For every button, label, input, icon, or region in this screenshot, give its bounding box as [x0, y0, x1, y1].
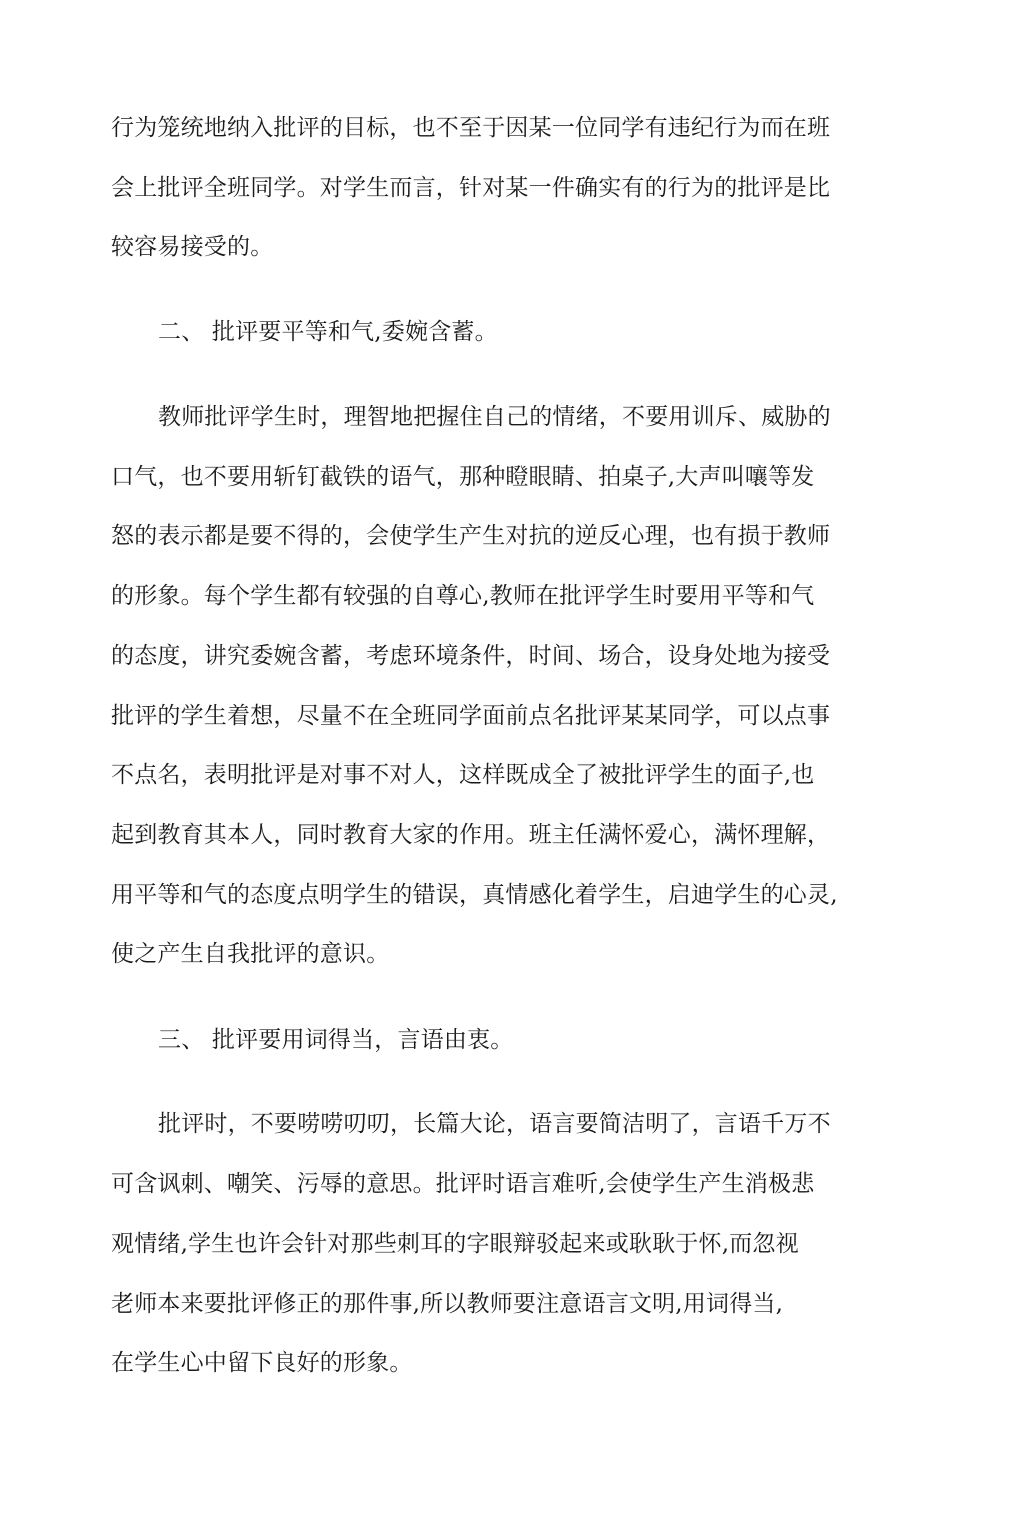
text-line: 使之产生自我批评的意识。 [111, 941, 390, 967]
text-line: 会上批评全班同学。对学生而言，针对某一件确实有的行为的批评是比 [111, 175, 831, 201]
text-line: 老师本来要批评修正的那件事,所以教师要注意语言文明,用词得当, [111, 1291, 784, 1317]
text-line: 观情绪,学生也许会针对那些刺耳的字眼辩驳起来或耿耿于怀,而忽视 [111, 1231, 799, 1257]
text-line: 行为笼统地纳入批评的目标，也不至于因某一位同学有违纪行为而在班 [111, 115, 831, 141]
section-heading: 三、 批评要用词得当，言语由衷。 [158, 1027, 514, 1053]
text-line: 批评的学生着想，尽量不在全班同学面前点名批评某某同学，可以点事 [111, 703, 831, 729]
text-line: 的形象。每个学生都有较强的自尊心,教师在批评学生时要用平等和气 [111, 583, 815, 609]
text-line: 用平等和气的态度点明学生的错误，真情感化着学生，启迪学生的心灵, [111, 882, 838, 908]
text-line: 起到教育其本人，同时教育大家的作用。班主任满怀爱心，满怀理解， [111, 822, 831, 848]
text-line: 不点名，表明批评是对事不对人，这样既成全了被批评学生的面子,也 [111, 762, 815, 788]
text-line: 教师批评学生时，理智地把握住自己的情绪，不要用训斥、威胁的 [158, 404, 831, 430]
text-line: 口气，也不要用斩钉截铁的语气，那种瞪眼睛、拍桌子,大声叫嚷等发 [111, 464, 815, 490]
text-line: 的态度，讲究委婉含蓄，考虑环境条件，时间、场合，设身处地为接受 [111, 643, 831, 669]
text-line: 怒的表示都是要不得的，会使学生产生对抗的逆反心理，也有损于教师 [111, 523, 831, 549]
section-heading: 二、 批评要平等和气,委婉含蓄。 [158, 319, 498, 345]
text-line: 可含讽刺、嘲笑、污辱的意思。批评时语言难听,会使学生产生消极悲 [111, 1171, 815, 1197]
text-line: 在学生心中留下良好的形象。 [111, 1350, 413, 1376]
text-line: 较容易接受的。 [111, 234, 274, 260]
text-line: 批评时，不要唠唠叨叨，长篇大论，语言要简洁明了，言语千万不 [158, 1111, 831, 1137]
